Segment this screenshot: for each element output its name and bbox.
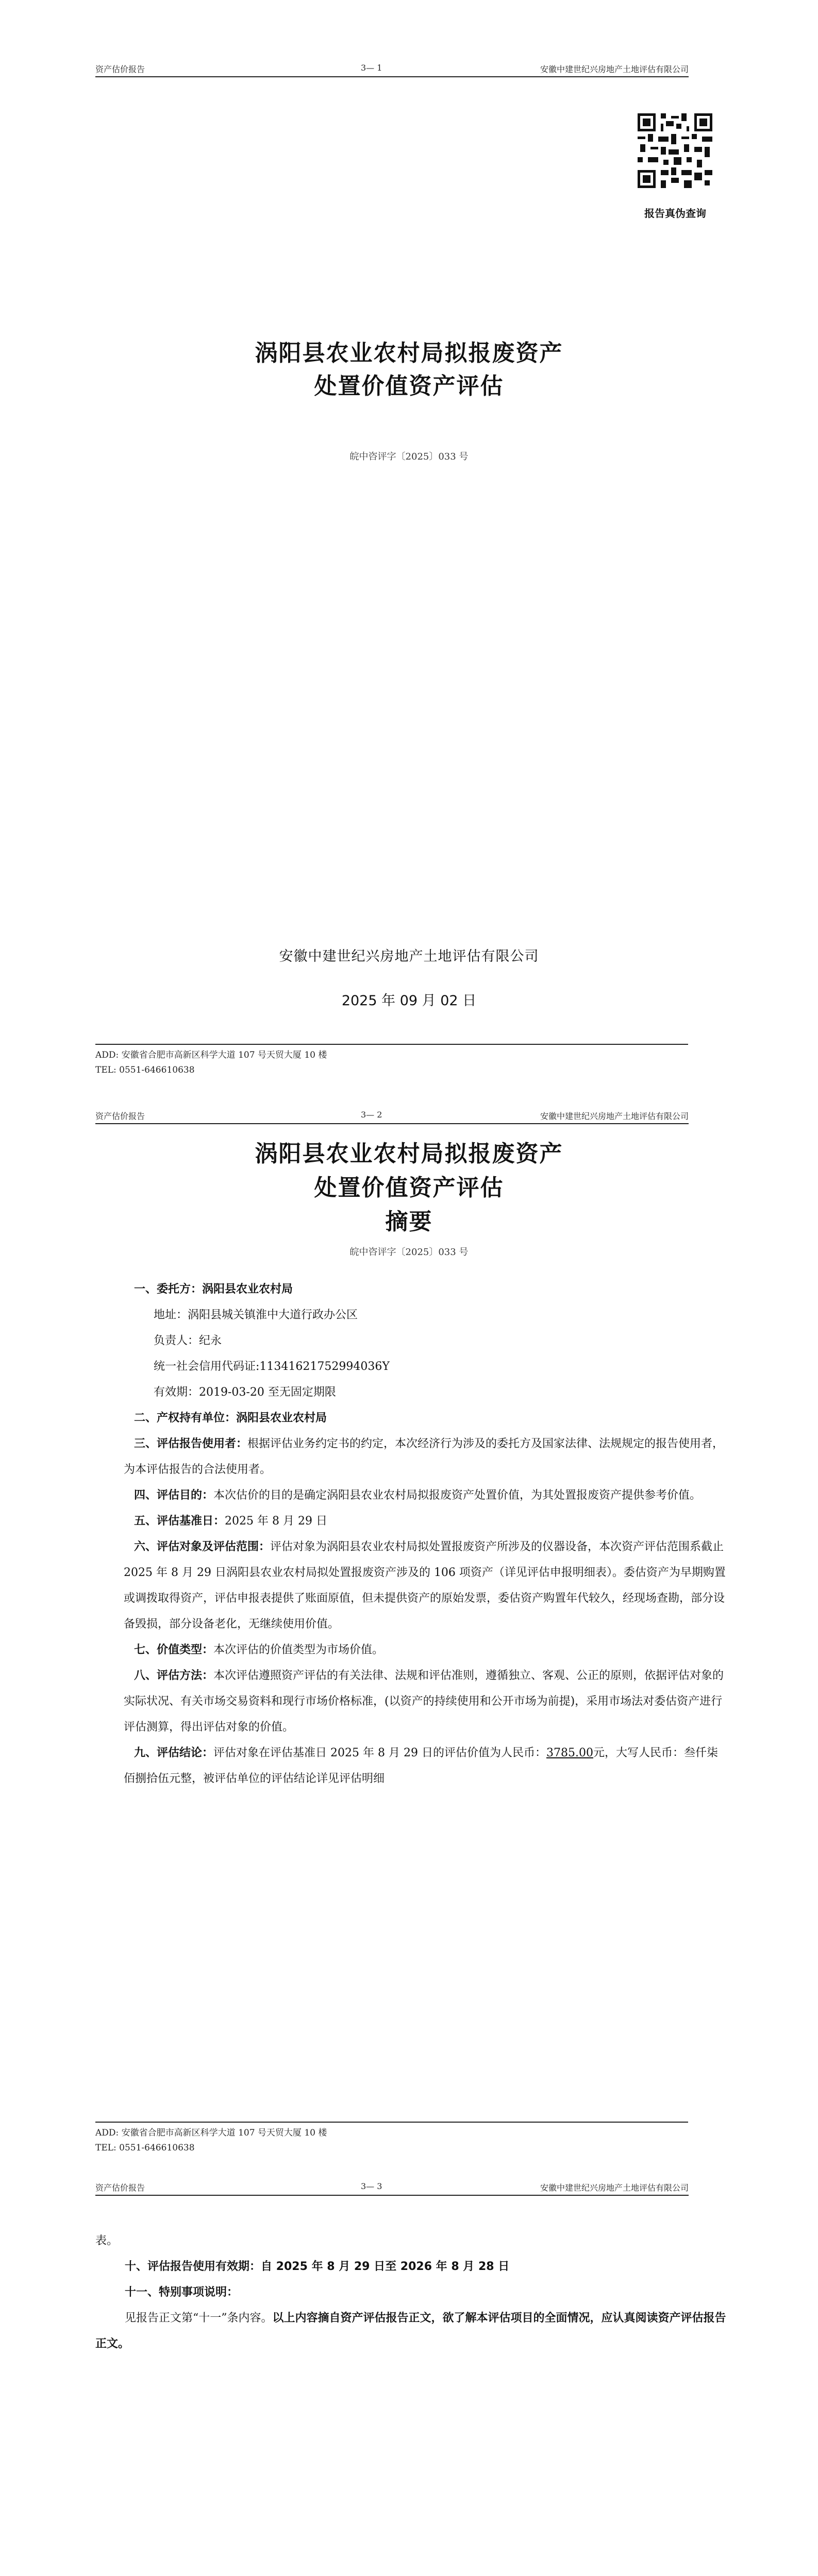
page-summary: [0, 1108, 818, 2190]
section-10: 十、评估报告使用有效期：自 2025 年 8 月 29 日至 2026 年 8 月 28 日: [125, 2260, 510, 2273]
continuation-text: 表。: [95, 2234, 119, 2247]
page-header: [95, 61, 689, 77]
section-9: 九、评估结论：评估对象在评估基准日 2025 年 8 月 29 日的评估价值为人民币：3785.00元，大写人民币：叁仟柒佰捌拾伍元整，被评估单位的评估结论详见评估明细: [124, 1747, 718, 1785]
section-7: 七、价值类型：本次评估的价值类型为市场价值。: [134, 1643, 384, 1656]
client-credit-code: 统一社会信用代码证:11341621752994036Y: [154, 1360, 390, 1373]
cover-company: 安徽中建世纪兴房地产土地评估有限公司: [279, 948, 539, 964]
page-3: [0, 2179, 818, 2576]
header-page-number: 3— 2: [361, 1110, 382, 1120]
cover-title-line1: 涡阳县农业农村局拟报废资产: [255, 340, 563, 366]
summary-body: [124, 1277, 727, 1792]
client-validity: 有效期：2019-03-20 至无固定期限: [154, 1386, 336, 1399]
section-8: 八、评估方法：本次评估遵照资产评估的有关法律、法规和评估准则，遵循独立、客观、公正的原则，依据评估对象的实际状况、有关市场交易资料和现行市场价格标准，(以资产的持续使用和公开市场为前提)，采用市场法对委估资产进行评估测算，得出评估对象的价值。: [124, 1669, 724, 1734]
page3-body: [95, 2228, 727, 2357]
header-left: 资产估价报告: [95, 1111, 145, 1121]
header-left: 资产估价报告: [95, 64, 145, 74]
client-address: 地址：涡阳县城关镇淮中大道行政办公区: [154, 1309, 358, 1321]
cover-doc-number: 皖中咨评字〔2025〕033 号: [349, 451, 469, 462]
footer-tel: TEL: 0551-646610638: [95, 2143, 195, 2153]
header-right: 安徽中建世纪兴房地产土地评估有限公司: [540, 2183, 689, 2193]
section-11-text: 见报告正文第“十一”条内容。以上内容摘自资产评估报告正文，欲了解本评估项目的全面情况，应认真阅读资产评估报告正文。: [95, 2312, 726, 2350]
section-11: 十一、特别事项说明：: [125, 2286, 239, 2299]
valuation-amount: 3785.00: [546, 1747, 593, 1759]
section-4: 四、评估目的：本次估价的目的是确定涡阳县农业农村局拟报废资产处置价值，为其处置报废资产提供参考价值。: [134, 1489, 702, 1502]
qr-code-icon[interactable]: [638, 113, 712, 188]
header-right: 安徽中建世纪兴房地产土地评估有限公司: [540, 1111, 689, 1121]
section-1: 一、委托方：涡阳县农业农村局: [134, 1283, 293, 1296]
footer-tel: TEL: 0551-646610638: [95, 1065, 195, 1075]
footer-rule: [95, 1044, 688, 1048]
page-header: [95, 1108, 689, 1124]
section-2: 二、产权持有单位：涡阳县农业农村局: [134, 1412, 327, 1425]
qr-label: 报告真伪查询: [644, 207, 706, 219]
section-5: 五、评估基准日：2025 年 8 月 29 日: [134, 1515, 327, 1528]
cover-title-line2: 处置价值资产评估: [314, 373, 504, 399]
summary-title-line3: 摘要: [385, 1209, 433, 1235]
footer-address: ADD: 安徽省合肥市高新区科学大道 107 号天贸大厦 10 楼: [95, 1050, 327, 1060]
summary-title-line1: 涡阳县农业农村局拟报废资产: [255, 1141, 563, 1167]
summary-title-line2: 处置价值资产评估: [314, 1175, 504, 1201]
footer-address: ADD: 安徽省合肥市高新区科学大道 107 号天贸大厦 10 楼: [95, 2128, 327, 2138]
cover-date: 2025 年 09 月 02 日: [341, 993, 477, 1009]
summary-doc-number: 皖中咨评字〔2025〕033 号: [349, 1247, 469, 1258]
header-page-number: 3— 1: [361, 63, 382, 73]
header-left: 资产估价报告: [95, 2183, 145, 2193]
page-footer: [95, 2122, 688, 2156]
section-6: 六、评估对象及评估范围：评估对象为涡阳县农业农村局拟处置报废资产所涉及的仪器设备，本次资产评估范围系截止 2025 年 8 月 29 日涡阳县农业农村局拟处置报废资产涉及的 106 项资产（详见评估申报明细表）。委估资产为早期购置或调拨取得资产，评估申报表提供了账面原值，但未提供资产的原始发票，委估资产购置年代较久，经现场查勘，部分设备毁损，部分设备老化，无继续使用价值。: [124, 1540, 726, 1631]
client-person: 负责人：纪永: [154, 1334, 222, 1347]
header-page-number: 3— 3: [361, 2181, 382, 2191]
footer-rule: [95, 2122, 688, 2126]
section-3: 三、评估报告使用者：根据评估业务约定书的约定，本次经济行为涉及的委托方及国家法律、法规规定的报告使用者，为本评估报告的合法使用者。: [124, 1437, 724, 1476]
page-header: [95, 2179, 689, 2196]
page-cover: [0, 0, 818, 1108]
page-footer: [95, 1044, 688, 1078]
header-right: 安徽中建世纪兴房地产土地评估有限公司: [540, 64, 689, 74]
